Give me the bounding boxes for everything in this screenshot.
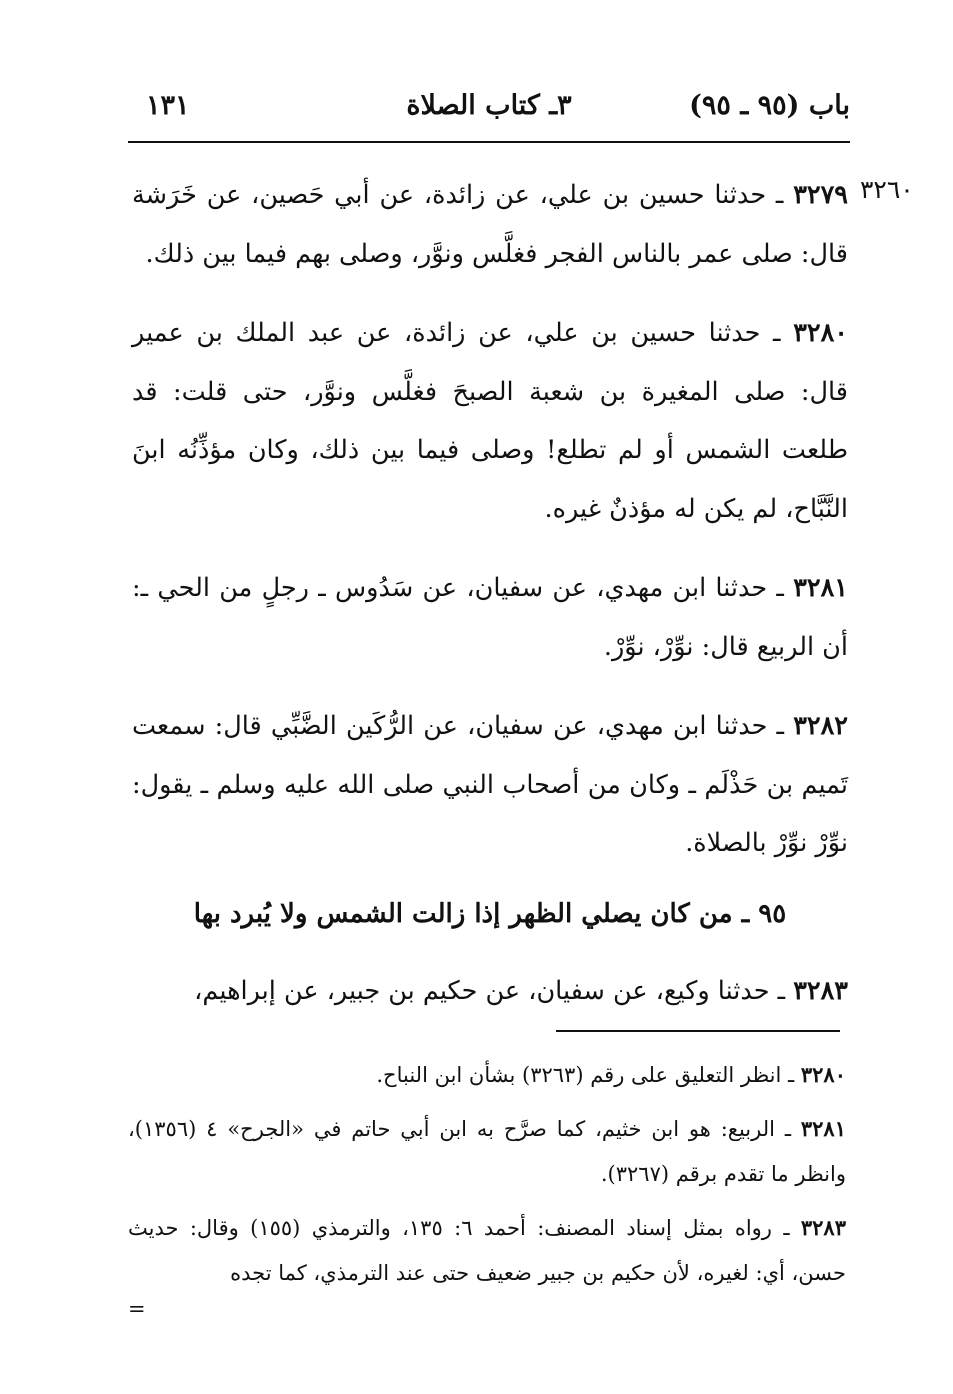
hadith-text: ـ حدثنا حسين بن علي، عن زائدة، عن عبد الملك بن عمير قال: صلى المغيرة بن شعبة الصبحَ فغلَّس ونوَّر، حتى قلت: قد طلعت الشمس أو لم تطلع! وصلى فيما بين ذلك، وكان مؤذِّنُه ابنَ النَّبَّاح، لم يكن له مؤذنٌ غيره. — [132, 318, 848, 524]
margin-reference-number: ٣٢٦٠ — [860, 175, 914, 204]
chapter-reference: باب (٩٥ ـ ٩٥) — [689, 90, 850, 121]
hadith-3280 — [132, 304, 848, 538]
footnote-number: ٣٢٨١ — [800, 1116, 846, 1141]
footnotes — [128, 1052, 846, 1320]
hadith-3282 — [132, 697, 848, 873]
hadith-3283 — [132, 962, 848, 1021]
hadith-3279 — [132, 166, 848, 283]
footnote-text: ـ الربيع: هو ابن خثيم، كما صرَّح به ابن أبي حاتم في «الجرح» ٤ (١٣٥٦)، وانظر ما تقدم برقم (٣٢٦٧). — [128, 1117, 846, 1186]
footnote-3281 — [128, 1106, 846, 1197]
footnote-number: ٣٢٨٣ — [800, 1215, 846, 1240]
continuation-mark: = — [128, 1297, 146, 1321]
footnote-text: ـ رواه بمثل إسناد المصنف: أحمد ٦: ١٣٥، والترمذي (١٥٥) وقال: حديث حسن، أي: لغيره، لأن حكيم بن جبير ضعيف حتى عند الترمذي، كما تجده — [128, 1216, 846, 1285]
hadith-number: ٣٢٨١ — [793, 573, 848, 603]
hadith-text: ـ حدثنا وكيع، عن سفيان، عن حكيم بن جبير، عن إبراهيم، — [194, 975, 786, 1006]
hadith-text: ـ حدثنا ابن مهدي، عن سفيان، عن الرُّكَين الضَّبِّي قال: سمعت تَميم بن حَذْلَم ـ وكان من أصحاب النبي صلى الله عليه وسلم ـ يقول: نوِّرْ نوِّرْ بالصلاة. — [132, 711, 848, 858]
running-header — [128, 80, 850, 130]
footnote-separator — [556, 1030, 840, 1032]
book-title: ٣ـ كتاب الصلاة — [406, 90, 572, 121]
section-heading: ٩٥ ـ من كان يصلي الظهر إذا زالت الشمس ولا يُبرد بها — [193, 898, 787, 929]
hadith-text: ـ حدثنا حسين بن علي، عن زائدة، عن أبي حَصين، عن خَرَشة قال: صلى عمر بالناس الفجر فغلَّس ونوَّر، وصلى بهم فيما بين ذلك. — [132, 180, 848, 269]
hadith-number: ٣٢٨٢ — [793, 711, 848, 741]
header-rule — [128, 141, 850, 143]
page-number: ١٣١ — [146, 90, 190, 121]
footnote-number: ٣٢٨٠ — [800, 1062, 846, 1087]
footnote-3280 — [128, 1052, 846, 1098]
main-text — [132, 166, 848, 1041]
hadith-text: ـ حدثنا ابن مهدي، عن سفيان، عن سَدُوس ـ رجلٍ من الحي ـ: أن الربيع قال: نوِّرْ، نوِّرْ. — [132, 573, 848, 662]
hadith-number: ٣٢٨٠ — [793, 318, 848, 348]
hadith-number: ٣٢٨٣ — [793, 975, 848, 1006]
hadith-3281 — [132, 559, 848, 676]
hadith-number: ٣٢٧٩ — [793, 180, 848, 210]
footnote-3283 — [128, 1205, 846, 1296]
footnote-text: ـ انظر التعليق على رقم (٣٢٦٣) بشأن ابن النباح. — [376, 1063, 795, 1087]
